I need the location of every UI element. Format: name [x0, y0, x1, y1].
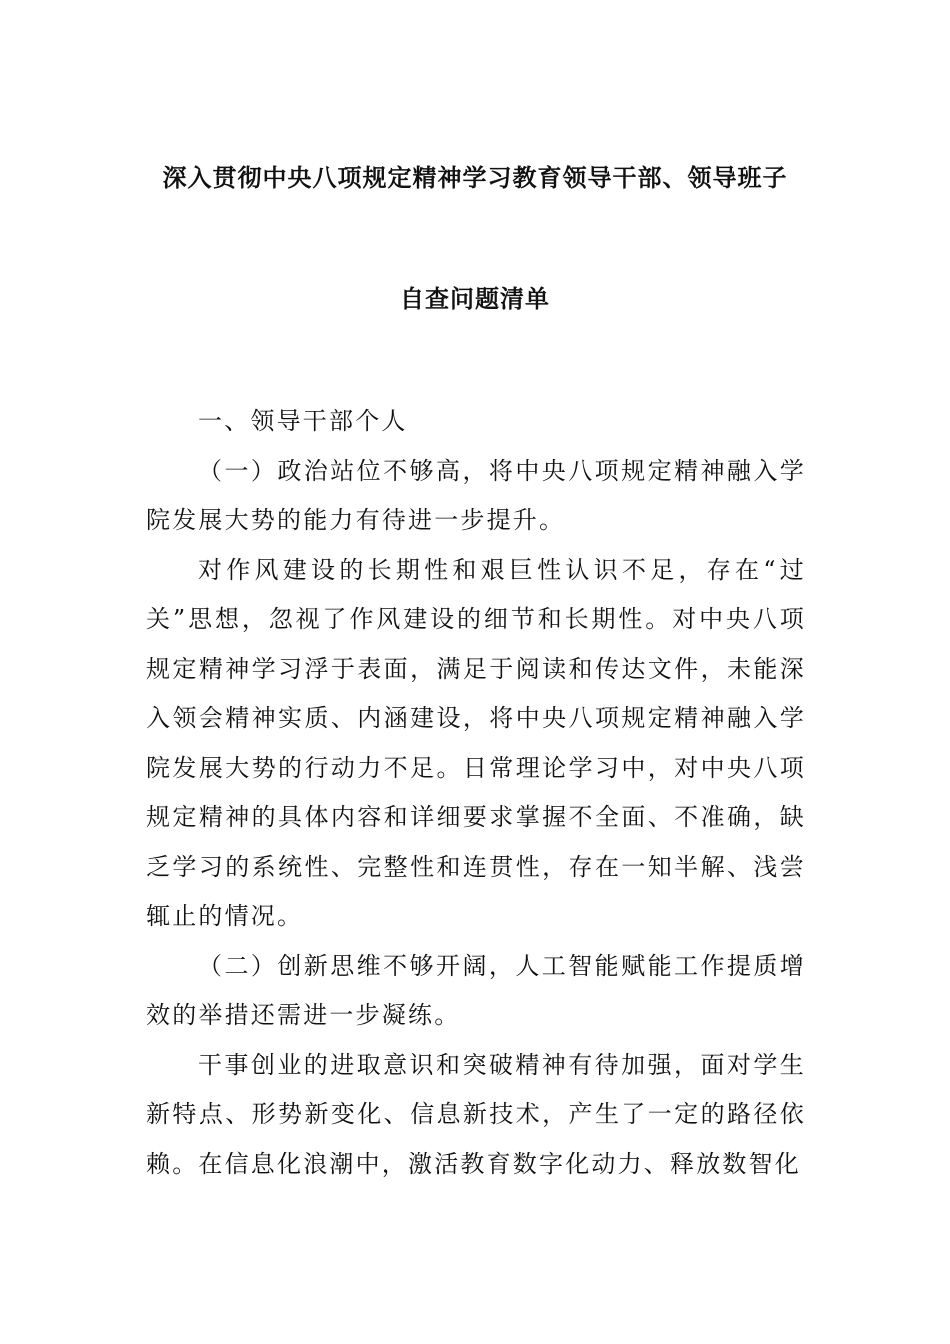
- body-paragraph-1: 对作风建设的长期性和艰巨性认识不足，存在“过关”思想，忽视了作风建设的细节和长期性。对中央八项规定精神学习浮于表面，满足于阅读和传达文件，未能深入领会精神实质、内涵建设，将中央八项规定精神融入学院发展大势的行动力不足。日常理论学习中，对中央八项规定精神的具体内容和详细要求掌握不全面、不准确，缺乏学习的系统性、完整性和连贯性，存在一知半解、浅尝辄止的情况。: [146, 555, 806, 930]
- document-title-line-1: 深入贯彻中央八项规定精神学习教育领导干部、领导班子: [162, 163, 788, 192]
- subsection-heading-2: （二）创新思维不够开阔，人工智能赋能工作提质增效的举措还需进一步凝练。: [146, 951, 806, 1029]
- section-heading: 一、领导干部个人: [198, 407, 408, 435]
- subsection-heading-1: （一）政治站位不够高，将中央八项规定精神融入学院发展大势的能力有待进一步提升。: [146, 456, 806, 534]
- document-title-line-2: 自查问题清单: [400, 284, 550, 313]
- body-paragraph-2: 干事创业的进取意识和突破精神有待加强，面对学生新特点、形势新变化、信息新技术，产生了一定的路径依赖。在信息化浪潮中，激活教育数字化动力、释放数智化: [146, 1050, 806, 1178]
- document-body: [146, 397, 806, 1189]
